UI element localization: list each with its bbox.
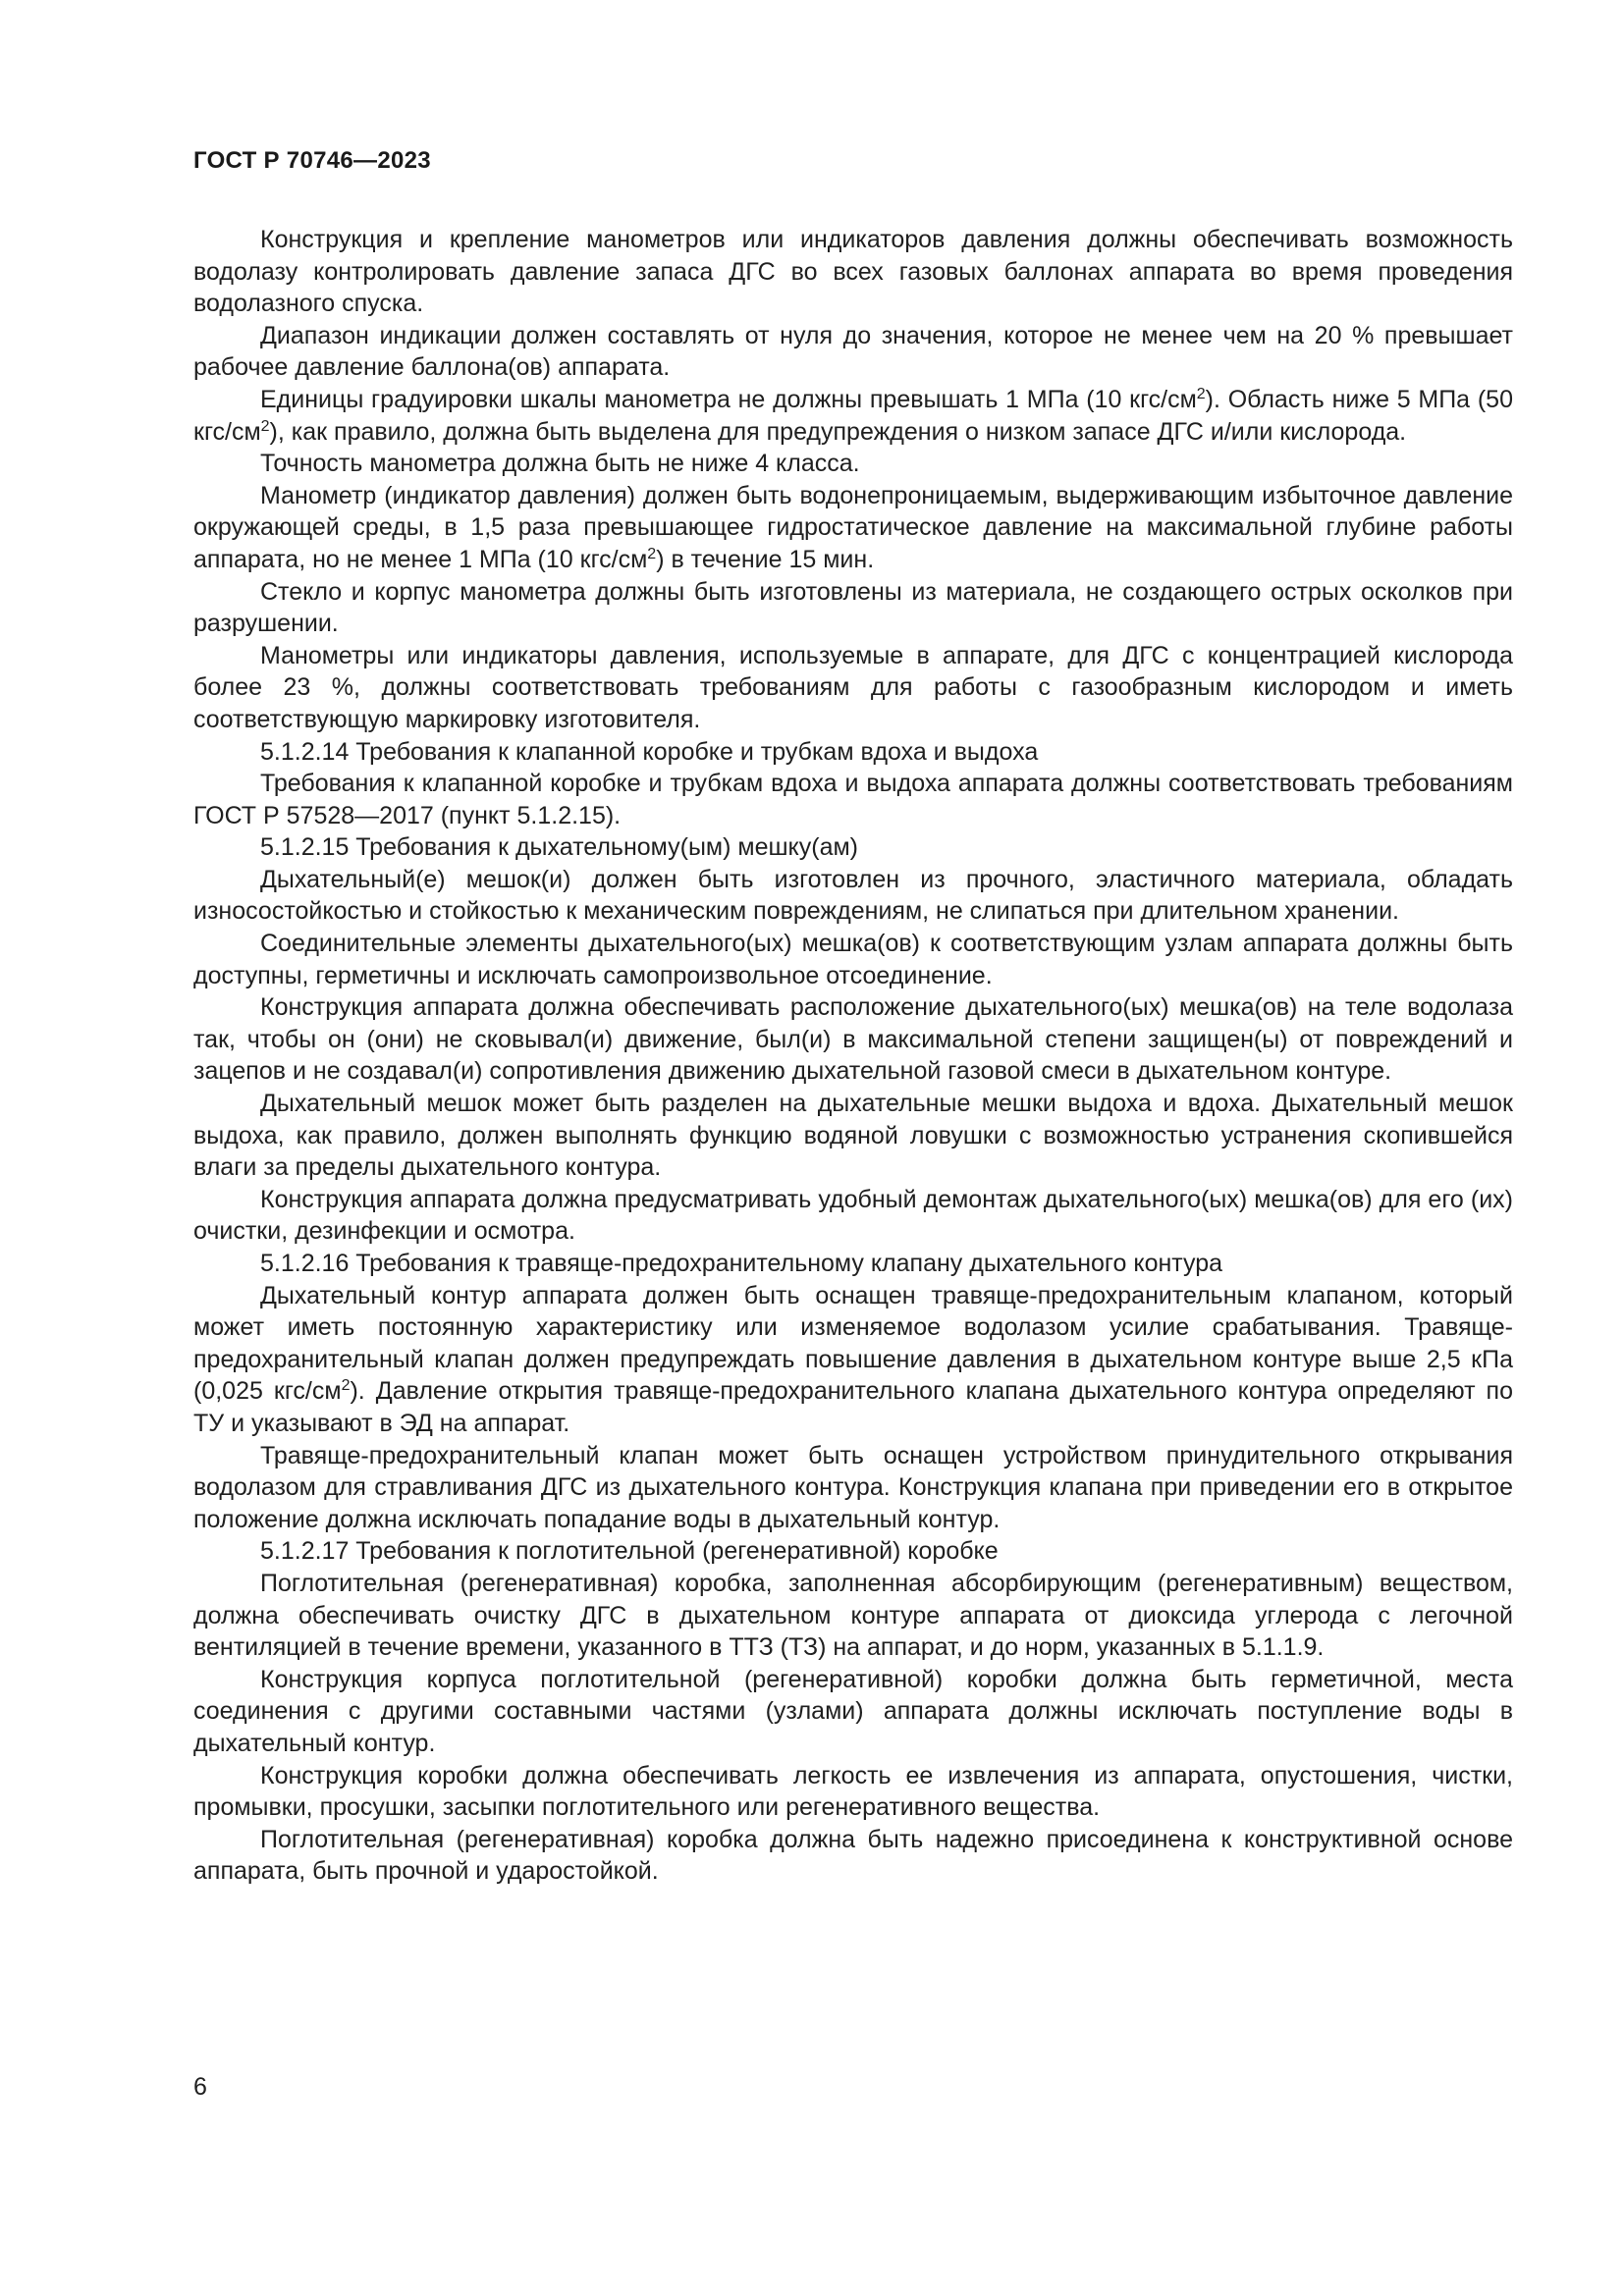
section-heading: 5.1.2.16 Требования к травяще-предохранительному клапану дыхательного контура (260, 1250, 1223, 1277)
document-body (193, 224, 1513, 1888)
page-number: 6 (193, 2073, 207, 2101)
body-paragraph: Диапазон индикации должен составлять от нуля до значения, которое не менее чем на 20 % превышает рабочее давление баллона(ов) аппарата. (193, 321, 1513, 382)
body-paragraph: Соединительные элементы дыхательного(ых) мешка(ов) к соответствующим узлам аппарата должны быть доступны, герметичны и исключать самопроизвольное отсоединение. (193, 930, 1513, 989)
body-paragraph: Дыхательный мешок может быть разделен на дыхательные мешки выдоха и вдоха. Дыхательный мешок выдоха, как правило, должен выполнять функцию водяной ловушки с возможностью устранения скопившейся влаги за пределы дыхательного контура. (193, 1090, 1513, 1182)
superscript: 2 (341, 1377, 351, 1395)
body-paragraph: Манометр (индикатор давления) должен быть водонепроницаемым, выдерживающим избыточное давление окружающей среды, в 1,5 раза превышающее гидростатическое давление на максимальной глубине работы аппарата, но не менее 1 МПа (10 кгс/$см^2$) в течение 15 мин. (193, 481, 1513, 573)
standard-code-header: ГОСТ Р 70746—2023 (193, 147, 431, 174)
body-paragraph: Дыхательный(е) мешок(и) должен быть изготовлен из прочного, эластичного материала, обладать износостойкостью и стойкостью к механическим повреждениям, не слипаться при длительном хранении. (193, 865, 1513, 926)
body-paragraph: Дыхательный контур аппарата должен быть оснащен травяще-предохранительным клапаном, который может иметь постоянную характеристику или изменяемое водолазом усилие срабатывания. Травяще-предохранительный клапан должен предупреждать повышение давления в дыхательном контуре выше 2,5 кПа (0,025 кгс/$см^2$). Давление открытия травяще-предохранительного клапана дыхательного контура определяют по ТУ и указывают в ЭД на аппарат. (193, 1281, 1513, 1437)
body-paragraph: Конструкция аппарата должна предусматривать удобный демонтаж дыхательного(ых) мешка(ов) для его (их) очистки, дезинфекции и осмотра. (193, 1185, 1513, 1246)
body-paragraph: Травяще-предохранительный клапан может быть оснащен устройством принудительного открывания водолазом для стравливания ДГС из дыхательного контура. Конструкция клапана при приведении его в открытое положение должна исключать попадание воды в дыхательный контур. (193, 1441, 1513, 1533)
superscript: 2 (260, 417, 270, 435)
body-paragraph: Точность манометра должна быть не ниже 4 класса. (260, 450, 860, 478)
section-heading: 5.1.2.15 Требования к дыхательному(ым) мешку(ам) (260, 833, 858, 862)
body-paragraph: Конструкция коробки должна обеспечивать легкость ее извлечения из аппарата, опустошения, чистки, промывки, просушки, засыпки поглотительного или регенеративного вещества. (193, 1761, 1513, 1822)
body-paragraph: Стекло и корпус манометра должны быть изготовлены из материала, не создающего острых осколков при разрушении. (193, 577, 1513, 638)
superscript: 2 (647, 545, 657, 562)
body-paragraph: Единицы градуировки шкалы манометра не должны превышать 1 МПа (10 кгс/$см^2$). Область ниже 5 МПа (50 кгс/$см^2$), как правило, должна быть выделена для предупреждения о низком запасе ДГС и/или кислорода. (193, 385, 1513, 446)
body-paragraph: Поглотительная (регенеративная) коробка, заполненная абсорбирующим (регенеративным) веществом, должна обеспечивать очистку ДГС в дыхательном контуре аппарата от диоксида углерода с легочной вентиляцией в течение времени, указанного в ТТЗ (ТЗ) на аппарат, и до норм, указанных в 5.1.1.9. (193, 1569, 1513, 1662)
body-paragraph: Конструкция корпуса поглотительной (регенеративной) коробки должна быть герметичной, места соединения с другими составными частями (узлами) аппарата должны исключать поступление воды в дыхательный контур. (193, 1665, 1513, 1757)
superscript: 2 (1196, 385, 1206, 402)
section-heading: 5.1.2.14 Требования к клапанной коробке и трубкам вдоха и выдоха (260, 737, 1039, 766)
body-paragraph: Манометры или индикаторы давления, используемые в аппарате, для ДГС с концентрацией кислорода более 23 %, должны соответствовать требованиям для работы с газообразным кислородом и иметь соответствующую маркировку изготовителя. (193, 641, 1513, 733)
section-heading: 5.1.2.17 Требования к поглотительной (регенеративной) коробке (260, 1537, 999, 1566)
body-paragraph: Поглотительная (регенеративная) коробка должна быть надежно присоединена к конструктивной основе аппарата, быть прочной и ударостойкой. (193, 1825, 1513, 1886)
body-paragraph: Требования к клапанной коробке и трубкам вдоха и выдоха аппарата должны соответствовать требованиям ГОСТ Р 57528—2017 (пункт 5.1.2.15). (193, 770, 1513, 829)
body-paragraph: Конструкция аппарата должна обеспечивать расположение дыхательного(ых) мешка(ов) на теле водолаза так, чтобы он (они) не сковывал(и) движение, был(и) в максимальной степени защищен(ы) от повреждений и зацепов и не создавал(и) сопротивления движению дыхательной газовой смеси в дыхательном контуре. (193, 993, 1513, 1086)
body-paragraph: Конструкция и крепление манометров или индикаторов давления должны обеспечивать возможность водолазу контролировать давление запаса ДГС во всех газовых баллонах аппарата во время проведения водолазного спуска. (193, 226, 1513, 318)
